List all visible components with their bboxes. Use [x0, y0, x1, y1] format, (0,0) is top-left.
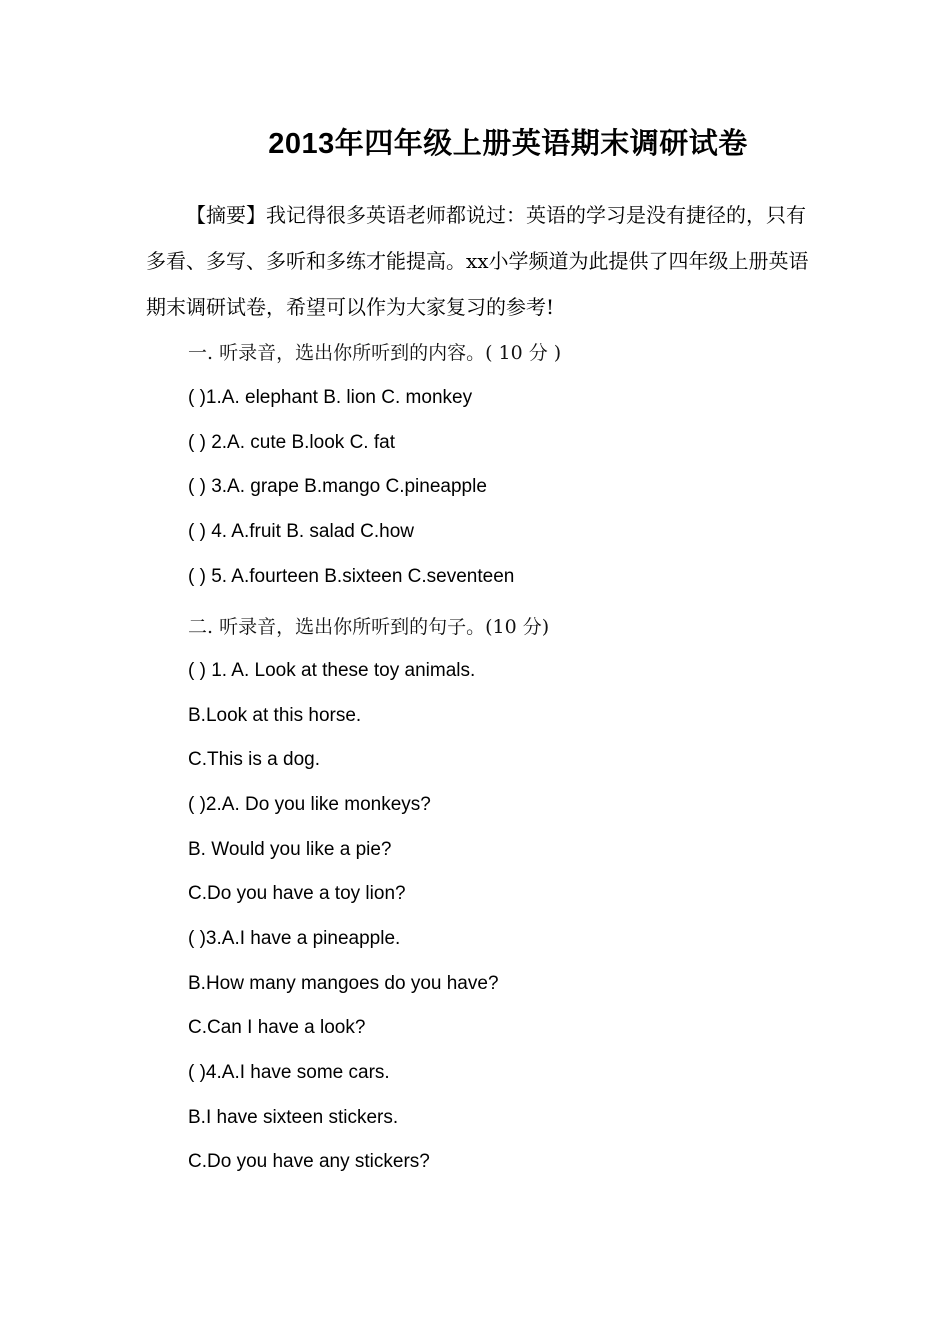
question-line: ( ) 3.A. grape B.mango C.pineapple	[188, 476, 487, 497]
document-title: 2013年四年级上册英语期末调研试卷	[268, 128, 748, 160]
question-line: ( ) 1. A. Look at these toy animals.	[188, 660, 476, 681]
abstract-paragraph: 【摘要】我记得很多英语老师都说过：英语的学习是没有捷径的，只有多看、多写、多听和多练才能提高。xx小学频道为此提供了四年级上册英语期末调研试卷，希望可以作为大家复习的参考!	[146, 203, 809, 319]
question-line: ( )2.A. Do you like monkeys?	[188, 794, 431, 815]
option-line: C.Can I have a look?	[188, 1017, 366, 1038]
section-1-heading: 一. 听录音，选出你所听到的内容。( 10 分 )	[188, 342, 562, 364]
option-line: C.Do you have a toy lion?	[188, 883, 406, 904]
question-line: ( )4.A.I have some cars.	[188, 1062, 390, 1083]
question-line: ( )3.A.I have a pineapple.	[188, 928, 401, 949]
option-line: C.This is a dog.	[188, 749, 320, 770]
question-line: ( ) 4. A.fruit B. salad C.how	[188, 521, 414, 542]
question-line: ( ) 2.A. cute B.look C. fat	[188, 432, 395, 453]
option-line: B.How many mangoes do you have?	[188, 973, 499, 994]
option-line: B. Would you like a pie?	[188, 839, 392, 860]
option-line: B.Look at this horse.	[188, 705, 362, 726]
section-2-heading: 二. 听录音，选出你所听到的句子。(10 分)	[188, 616, 550, 638]
option-line: C.Do you have any stickers?	[188, 1151, 430, 1172]
question-line: ( ) 5. A.fourteen B.sixteen C.seventeen	[188, 566, 515, 587]
question-line: ( )1.A. elephant B. lion C. monkey	[188, 387, 473, 408]
option-line: B.I have sixteen stickers.	[188, 1107, 399, 1128]
